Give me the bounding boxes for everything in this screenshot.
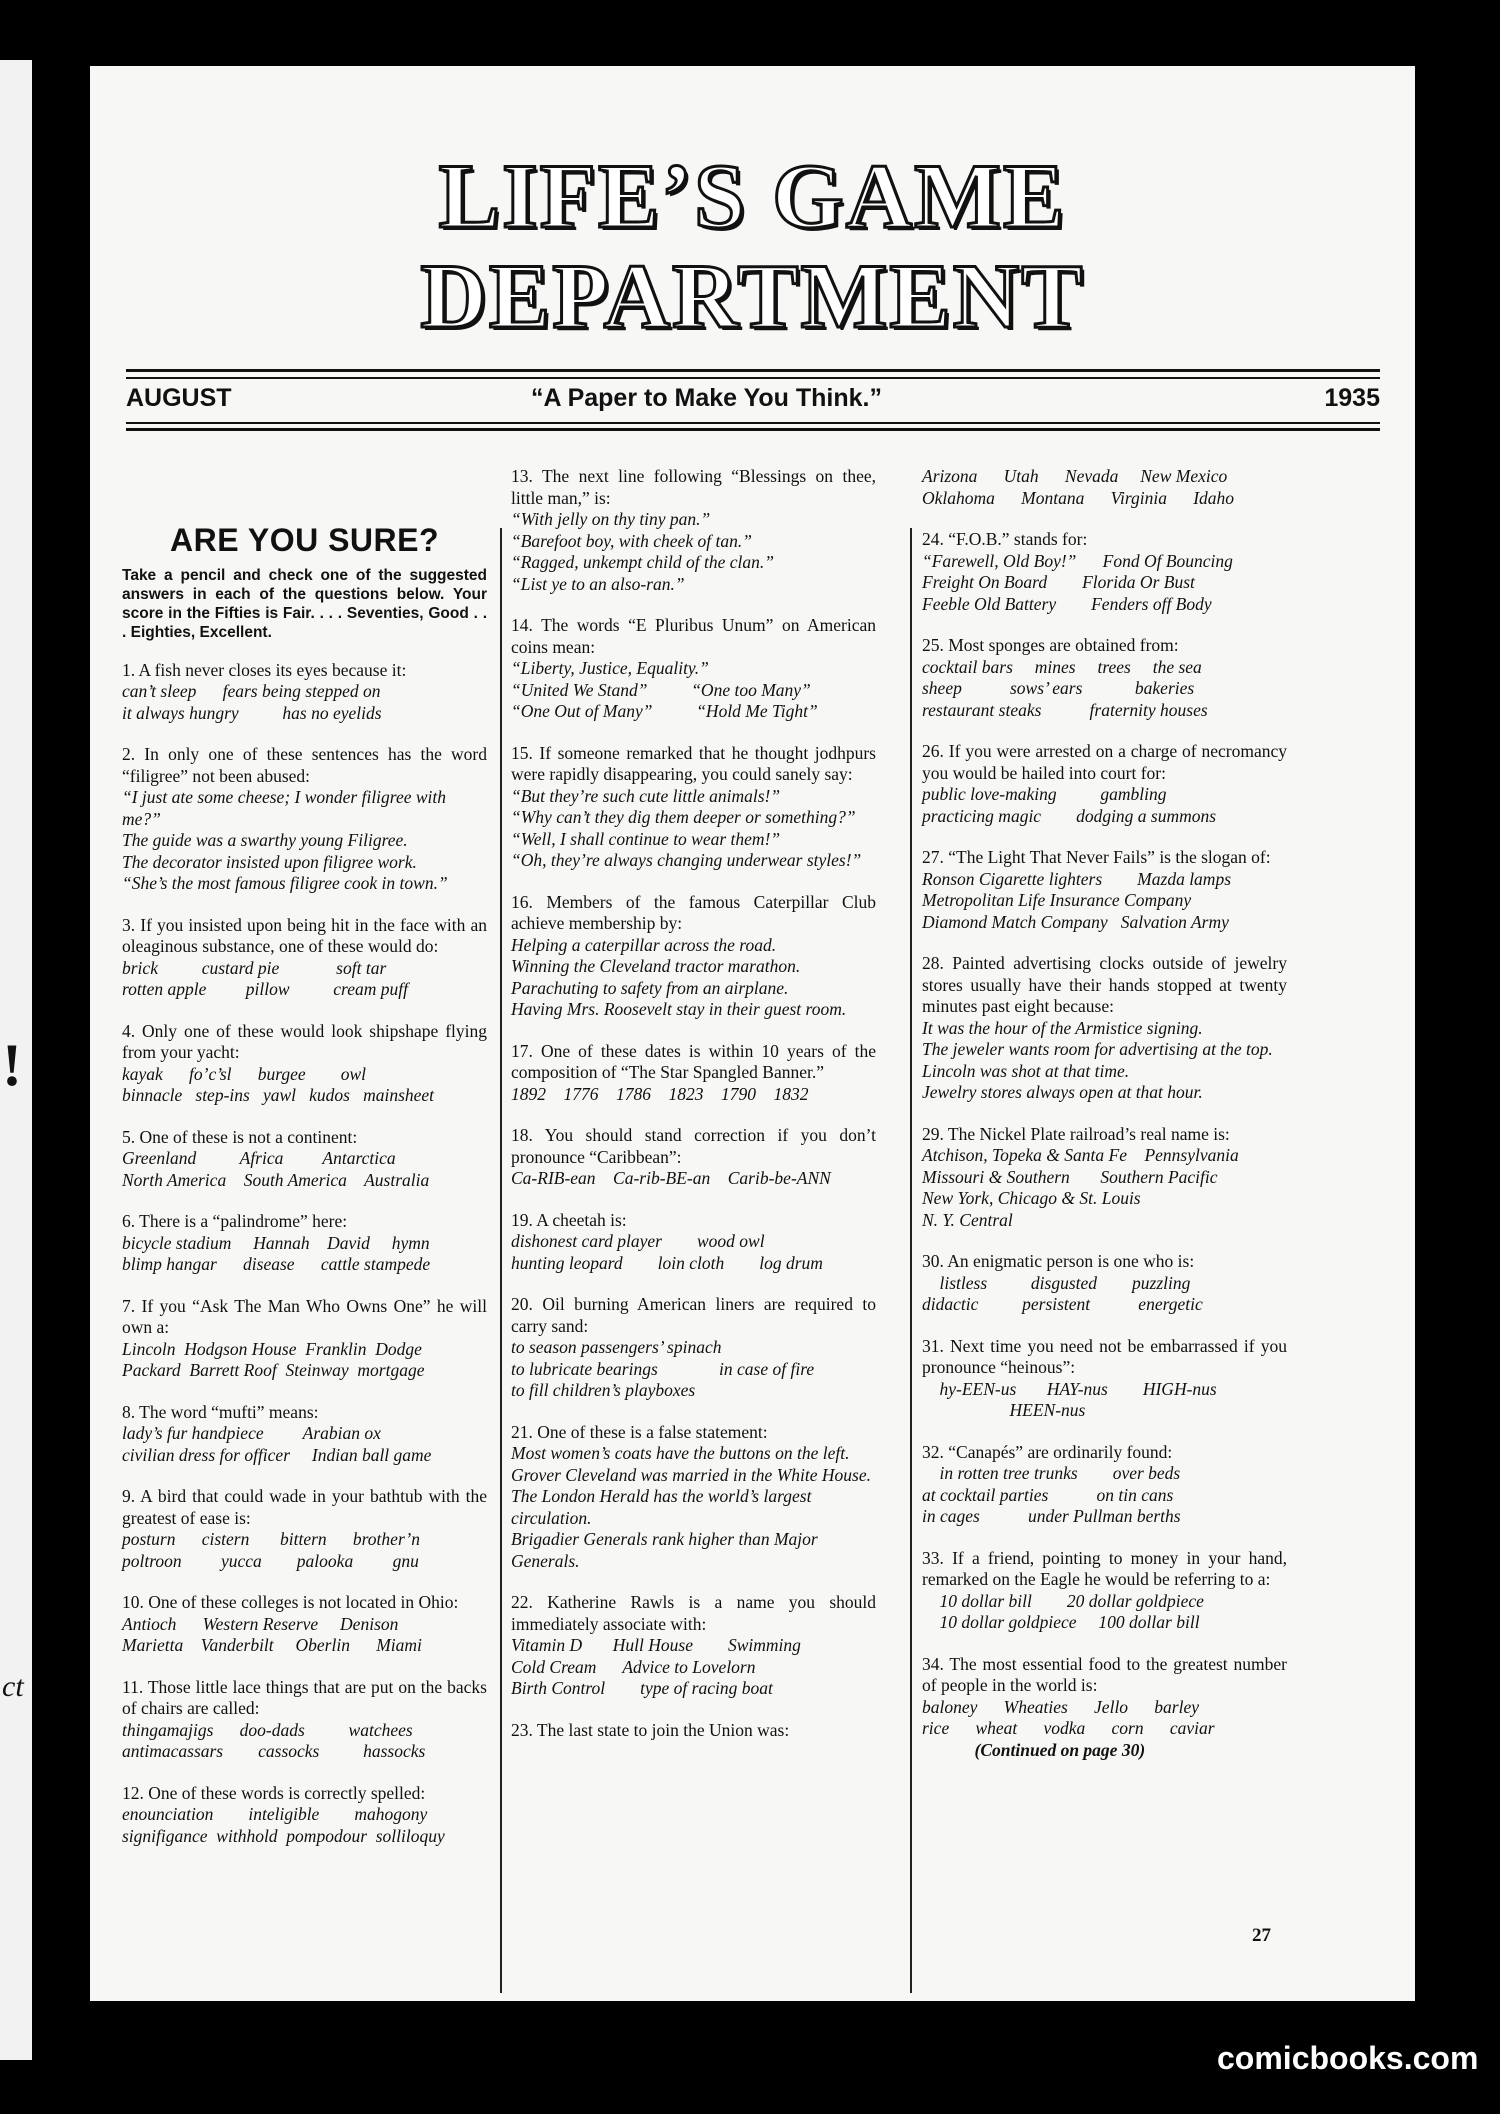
answer-option[interactable]: “I just ate some cheese; I wonder filigree with me?” [122, 787, 447, 829]
answer-option[interactable]: Ronson Cigarette lighters Mazda lamps [922, 868, 1232, 889]
answer-option[interactable]: “List ye to an also-ran.” [511, 573, 685, 594]
answer-option[interactable]: Diamond Match Company Salvation Army [922, 911, 1229, 932]
continued-note: (Continued on page 30) [922, 1739, 1146, 1760]
answer-option[interactable]: Arizona Utah Nevada New Mexico [922, 466, 1228, 486]
question [122, 660, 487, 725]
answer-option[interactable]: civilian dress for officer Indian ball game [122, 1444, 432, 1465]
left-page-mark: ! [2, 1032, 22, 1098]
answer-option[interactable]: Vitamin D Hull House Swimming [511, 1635, 801, 1655]
answer-option[interactable]: Parachuting to safety from an airplane. [511, 977, 789, 998]
answer-option[interactable]: rice wheat vodka corn caviar [922, 1718, 1215, 1738]
answer-option[interactable]: blimp hangar disease cattle stampede [122, 1254, 431, 1274]
question-text: 11. Those little lace things that are put on the backs of chairs are called: [122, 1676, 487, 1718]
answer-option[interactable]: to fill children’s playboxes [511, 1380, 696, 1400]
question [122, 1486, 487, 1572]
title-line: LIFE’S GAME [438, 145, 1067, 247]
answer-option[interactable]: dishonest card player wood owl [511, 1231, 765, 1251]
column-1 [122, 522, 487, 1867]
question [122, 1021, 487, 1107]
question [511, 1294, 876, 1402]
answer-option[interactable]: Missouri & Southern Southern Pacific [922, 1166, 1218, 1187]
question [511, 1422, 876, 1573]
answer-option[interactable]: hunting leopard loin cloth log drum [511, 1252, 823, 1273]
question [511, 1210, 876, 1275]
answer-option[interactable]: The guide was a swarthy young Filigree. [122, 830, 408, 850]
question [122, 1211, 487, 1276]
question [511, 1041, 876, 1106]
question-text: 2. In only one of these sentences has the word “filigree” not been abused: [122, 744, 487, 786]
question-text: 20. Oil burning American liners are required to carry sand: [511, 1294, 876, 1336]
question [922, 953, 1287, 1104]
answer-option[interactable]: Packard Barrett Roof Steinway mortgage [122, 1360, 425, 1380]
question-text: 18. You should stand correction if you don’t pronounce “Caribbean”: [511, 1125, 876, 1167]
answer-option[interactable]: public love-making gambling [922, 784, 1167, 804]
answer-option[interactable]: Ca-RIB-ean Ca-rib-BE-an Carib-be-ANN [511, 1168, 831, 1188]
answer-option[interactable]: Marietta Vanderbilt Oberlin Miami [122, 1635, 422, 1655]
question [922, 1251, 1287, 1316]
answer-option[interactable]: Having Mrs. Roosevelt stay in their guest room. [511, 999, 847, 1019]
answer-option[interactable]: 1892 1776 1786 1823 1790 1832 [511, 1083, 809, 1104]
section-heading: ARE YOU SURE? [169, 522, 440, 558]
answer-option[interactable]: “Oh, they’re always changing underwear styles!” [511, 850, 862, 870]
answer-option[interactable]: listless disgusted puzzling [922, 1272, 1191, 1293]
answer-option[interactable]: New York, Chicago & St. Louis [922, 1188, 1141, 1208]
question-text: 30. An enigmatic person is one who is: [922, 1251, 1195, 1271]
answer-option[interactable]: “Farewell, Old Boy!” Fond Of Bouncing [922, 550, 1233, 571]
answer-option[interactable]: in rotten tree trunks over beds [922, 1463, 1181, 1483]
divider [126, 422, 1380, 424]
answer-option[interactable]: “Well, I shall continue to wear them!” [511, 828, 781, 849]
answer-option[interactable]: lady’s fur handpiece Arabian ox [122, 1423, 381, 1443]
answer-option[interactable]: Cold Cream Advice to Lovelorn [511, 1656, 756, 1677]
answer-option[interactable]: Helping a caterpillar across the road. [511, 934, 777, 955]
question [122, 915, 487, 1001]
left-page-edge [0, 60, 32, 2060]
question-continued [922, 466, 1287, 509]
question-text: 4. Only one of these would look shipshape flying from your yacht: [122, 1020, 487, 1062]
question [922, 529, 1287, 615]
question [511, 743, 876, 872]
answer-option[interactable]: The decorator insisted upon filigree work. [122, 851, 417, 872]
answer-option[interactable]: can’t sleep fears being stepped on [122, 681, 381, 701]
question-text: 12. One of these words is correctly spelled: [122, 1782, 426, 1803]
divider [126, 377, 1380, 379]
answer-option[interactable]: Lincoln Hodgson House Franklin Dodge [122, 1338, 422, 1359]
answer-option[interactable]: Brigadier Generals rank higher than Major Generals. [511, 1529, 818, 1571]
answer-option[interactable]: restaurant steaks fraternity houses [922, 699, 1208, 720]
question [122, 1127, 487, 1192]
question-text: 10. One of these colleges is not located in Ohio: [122, 1592, 459, 1612]
question [922, 635, 1287, 721]
question-text: 24. “F.O.B.” stands for: [922, 529, 1088, 549]
issue-month: AUGUST [126, 384, 232, 412]
magazine-page [90, 66, 1415, 2001]
answer-option[interactable]: baloney Wheaties Jello barley [922, 1696, 1200, 1717]
question [511, 1720, 876, 1742]
answer-option[interactable]: The jeweler wants room for advertising at the top. [922, 1039, 1273, 1059]
answer-option[interactable]: North America South America Australia [122, 1169, 430, 1190]
column-2 [511, 466, 876, 1761]
question [122, 1783, 487, 1848]
masthead [126, 384, 1380, 418]
answer-option[interactable]: in cages under Pullman berths [922, 1506, 1181, 1526]
left-page-mark: ct [2, 1670, 24, 1703]
column-3 [922, 466, 1287, 1781]
column-divider [500, 528, 502, 1993]
answer-option[interactable]: Metropolitan Life Insurance Company [922, 890, 1192, 910]
page-title [90, 146, 1415, 346]
page-number: 27 [1252, 1925, 1271, 1946]
answer-option[interactable]: Atchison, Topeka & Santa Fe Pennsylvania [922, 1145, 1239, 1165]
answer-option[interactable]: didactic persistent energetic [922, 1294, 1203, 1314]
answer-option[interactable]: to season passengers’ spinach [511, 1337, 722, 1357]
question-text: 26. If you were arrested on a charge of necromancy you would be hailed into court for: [922, 741, 1287, 783]
answer-option[interactable]: 10 dollar goldpiece 100 dollar bill [922, 1612, 1200, 1632]
question-text: 33. If a friend, pointing to money in your hand, remarked on the Eagle he would be referring to a: [922, 1547, 1287, 1589]
answer-option[interactable]: “Ragged, unkempt child of the clan.” [511, 552, 774, 572]
answer-option[interactable]: signifigance withhold pompodour solliloquy [122, 1825, 445, 1846]
answer-option[interactable]: 10 dollar bill 20 dollar goldpiece [922, 1590, 1204, 1611]
answer-option[interactable]: Winning the Cleveland tractor marathon. [511, 956, 801, 976]
slogan: “A Paper to Make You Think.” [531, 384, 882, 412]
question-text: 13. The next line following “Blessings on thee, little man,” is: [511, 466, 876, 508]
answer-option[interactable]: it always hungry has no eyelids [122, 702, 382, 723]
question-text: 21. One of these is a false statement: [511, 1421, 768, 1442]
question [511, 1125, 876, 1190]
question-text: 1. A fish never closes its eyes because it: [122, 659, 407, 680]
question-text: 14. The words “E Pluribus Unum” on American coins mean: [511, 615, 876, 657]
question-text: 32. “Canapés” are ordinarily found: [922, 1441, 1173, 1462]
answer-option[interactable]: cocktail bars mines trees the sea [922, 656, 1202, 677]
answer-option[interactable]: binnacle step-ins yawl kudos mainsheet [122, 1085, 435, 1105]
question [122, 1296, 487, 1382]
answer-option[interactable]: Jewelry stores always open at that hour. [922, 1082, 1203, 1102]
question-text: 17. One of these dates is within 10 years of the composition of “The Star Spangled Banner.” [511, 1040, 876, 1082]
question-text: 28. Painted advertising clocks outside of jewelry stores usually have their hands stopped at twenty minutes past eight because: [922, 953, 1287, 1016]
answer-option[interactable]: Grover Cleveland was married in the White House. [511, 1464, 871, 1485]
question [122, 1402, 487, 1467]
question-text: 27. “The Light That Never Fails” is the slogan of: [922, 847, 1271, 867]
title-line: DEPARTMENT [420, 245, 1085, 347]
answer-option[interactable]: hy-EEN-us HAY-nus HIGH-nus [922, 1378, 1217, 1399]
question-text: 8. The word “mufti” means: [122, 1401, 319, 1422]
answer-option[interactable]: It was the hour of the Armistice signing. [922, 1017, 1203, 1038]
answer-option[interactable]: “United We Stand” “One too Many” [511, 679, 811, 700]
site-credit: comicbooks.com [1217, 2040, 1479, 2076]
question-text: 16. Members of the famous Caterpillar Club achieve membership by: [511, 891, 876, 933]
question-text: 23. The last state to join the Union was: [511, 1719, 790, 1740]
answer-option[interactable]: to lubricate bearings in case of fire [511, 1358, 815, 1379]
answer-option[interactable]: Feeble Old Battery Fenders off Body [922, 593, 1212, 614]
question-text: 29. The Nickel Plate railroad’s real name is: [922, 1123, 1230, 1144]
answer-option[interactable]: bicycle stadium Hannah David hymn [122, 1232, 430, 1253]
divider [126, 428, 1380, 431]
answer-option[interactable]: brick custard pie soft tar [122, 957, 387, 978]
question-text: 9. A bird that could wade in your bathtub with the greatest of ease is: [122, 1486, 487, 1528]
answer-option[interactable]: poltroon yucca palooka gnu [122, 1550, 419, 1571]
divider [126, 369, 1380, 372]
answer-option[interactable]: enounciation inteligible mahogony [122, 1804, 428, 1824]
column-divider [910, 528, 912, 1993]
answer-option[interactable]: Lincoln was shot at that time. [922, 1060, 1130, 1081]
question [922, 847, 1287, 933]
answer-option[interactable]: sheep sows’ ears bakeries [922, 678, 1195, 698]
question-text: 25. Most sponges are obtained from: [922, 635, 1179, 655]
answer-option[interactable]: Oklahoma Montana Virginia Idaho [922, 487, 1235, 508]
question [922, 1124, 1287, 1232]
question-text: 31. Next time you need not be embarrassed if you pronounce “heinous”: [922, 1335, 1287, 1377]
answer-option[interactable]: “With jelly on thy tiny pan.” [511, 509, 711, 529]
question-text: 22. Katherine Rawls is a name you should immediately associate with: [511, 1592, 876, 1634]
question [511, 466, 876, 595]
answer-option[interactable]: thingamajigs doo-dads watchees [122, 1719, 413, 1740]
answer-option[interactable]: “Why can’t they dig them deeper or something?” [511, 807, 856, 827]
question-text: 34. The most essential food to the greatest number of people in the world is: [922, 1653, 1287, 1695]
answer-option[interactable]: Antioch Western Reserve Denison [122, 1613, 399, 1634]
answer-option[interactable]: at cocktail parties on tin cans [922, 1484, 1174, 1505]
question [122, 1592, 487, 1657]
answer-option[interactable]: “Liberty, Justice, Equality.” [511, 658, 709, 678]
answer-option[interactable]: “One Out of Many” “Hold Me Tight” [511, 701, 818, 721]
answer-option[interactable]: rotten apple pillow cream puff [122, 979, 408, 999]
question [922, 1548, 1287, 1634]
question [922, 1654, 1287, 1762]
question [511, 1592, 876, 1700]
question [922, 1442, 1287, 1528]
question-text: 3. If you insisted upon being hit in the face with an oleaginous substance, one of these would do: [122, 914, 487, 956]
answer-option[interactable]: practicing magic dodging a summons [922, 805, 1217, 826]
answer-option[interactable]: N. Y. Central [922, 1209, 1013, 1230]
answer-option[interactable]: “Barefoot boy, with cheek of tan.” [511, 530, 752, 551]
question [511, 615, 876, 723]
answer-option[interactable]: The London Herald has the world’s largest circulation. [511, 1486, 812, 1528]
answer-option[interactable]: antimacassars cassocks hassocks [122, 1741, 426, 1761]
instructions: Take a pencil and check one of the suggested answers in each of the questions below. Your score in the Fifties is Fair. . . . Seventies, Good . . . Eighties, Excellent. [122, 566, 487, 641]
question [922, 741, 1287, 827]
answer-option[interactable]: kayak fo’c’sl burgee owl [122, 1063, 366, 1084]
question-text: 19. A cheetah is: [511, 1209, 627, 1230]
answer-option[interactable]: “But they’re such cute little animals!” [511, 785, 781, 806]
issue-year: 1935 [1324, 384, 1380, 412]
question-text: 6. There is a “palindrome” here: [122, 1211, 348, 1231]
answer-option[interactable]: HEEN-nus [922, 1400, 1086, 1420]
question [511, 892, 876, 1021]
answer-option[interactable]: Greenland Africa Antarctica [122, 1148, 396, 1168]
question-text: 15. If someone remarked that he thought jodhpurs were rapidly disappearing, you could sanely say: [511, 742, 876, 784]
question [122, 744, 487, 895]
question-text: 5. One of these is not a continent: [122, 1126, 358, 1147]
answer-option[interactable]: Most women’s coats have the buttons on the left. [511, 1443, 850, 1463]
answer-option[interactable]: Birth Control type of racing boat [511, 1678, 773, 1698]
question [922, 1336, 1287, 1422]
question-text: 7. If you “Ask The Man Who Owns One” he will own a: [122, 1295, 487, 1337]
question [122, 1677, 487, 1763]
answer-option[interactable]: “She’s the most famous filigree cook in town.” [122, 873, 448, 893]
answer-option[interactable]: Freight On Board Florida Or Bust [922, 572, 1195, 592]
answer-option[interactable]: posturn cistern bittern brother’n [122, 1529, 420, 1549]
